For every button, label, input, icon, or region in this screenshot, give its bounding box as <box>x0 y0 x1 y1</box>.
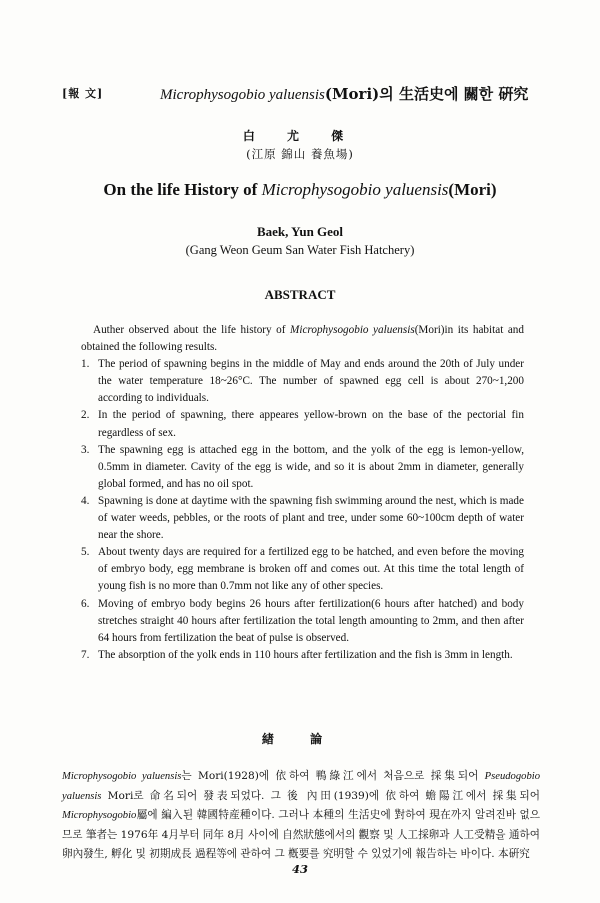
korean-title-species: Microphysogobio yaluensis <box>160 87 325 103</box>
paragraph-text: 는 Mori(1928)에 依하여 鴨綠江에서 처음으로 採集되어 <box>181 770 485 782</box>
item-number: 1. <box>81 358 90 371</box>
item-number: 7. <box>81 648 90 661</box>
korean-author: 白 尤 傑 <box>242 129 358 143</box>
species-name: Microphysogobio <box>62 810 137 822</box>
abstract-body <box>81 322 524 664</box>
page-number: 43 <box>291 862 308 876</box>
abstract-results-list <box>81 356 524 664</box>
abstract-intro-species: Microphysogobio yaluensis <box>290 324 415 336</box>
introduction-heading: 緖 論 <box>261 732 339 746</box>
paragraph-text: Mori로 命名되어 發表되었다. 그 後 內田(1939)에 依하여 蟾陽江에서 採集되어 <box>101 789 540 802</box>
item-number: 6. <box>81 597 90 610</box>
article-type-tag: [報 文] <box>62 87 104 100</box>
item-number: 3. <box>81 443 90 456</box>
abstract-intro-before: Auther observed about the life history of <box>93 324 291 336</box>
introduction-paragraph <box>62 767 540 865</box>
item-text: About twenty days are required for a fertilized egg to be hatched, and even before the moving of embryo body, egg membrane is broken off and comes out. At this time the total length of young fish is no more than 0.7mm not like any of other species. <box>98 546 524 593</box>
item-text: In the period of spawning, there appeares yellow-brown on the base of the pectorial fin regardless of sex. <box>98 409 524 439</box>
korean-title-rest: (Mori)의 生活史에 關한 硏究 <box>324 85 529 103</box>
abstract-item <box>81 596 524 647</box>
abstract-item <box>81 407 524 441</box>
abstract-item <box>81 442 524 493</box>
english-author: Baek, Yun Geol <box>256 224 344 239</box>
item-text: The spawning egg is attached egg in the bottom, and the yolk of the egg is lemon-yellow, 0.5mm in diameter. Cavity of the egg is wide, and so it is about 2mm in diameter, generally global formed, and has no oil spot. <box>98 443 524 490</box>
abstract-item <box>81 356 524 407</box>
item-text: The absorption of the yolk ends in 110 hours after fertilization and the fish is 3mm in length. <box>98 648 513 661</box>
abstract-item <box>81 493 524 544</box>
item-text: Spawning is done at daytime with the spawning fish swimming around the nest, which is made of water weeds, pebbles, or the roots of plant and tree, under some 60~100cm depth of water near the shore. <box>98 494 524 542</box>
introduction-body <box>62 767 540 865</box>
english-title-prefix: On the life History of <box>103 180 262 199</box>
abstract-item <box>81 647 524 664</box>
korean-title <box>160 83 528 104</box>
english-title-suffix: (Mori) <box>448 180 497 199</box>
english-affiliation: (Gang Weon Geum San Water Fish Hatchery) <box>185 243 415 257</box>
item-number: 4. <box>81 494 90 507</box>
abstract-heading: ABSTRACT <box>264 287 336 302</box>
item-text: Moving of embryo body begins 26 hours after fertilization(6 hours after hatched) and body stretches straight 40 hours after fertilization the total length amounting to 2mm, and then after 64 hours from fertilization the beat of pulse is observed. <box>98 597 524 644</box>
species-name: Pseudogobio yaluensis <box>62 771 540 802</box>
english-title <box>0 180 600 200</box>
item-number: 2. <box>81 409 90 422</box>
paragraph-text: 屬에 編入된 韓國特産種이다. 그러나 本種의 生活史에 對하여 現在까지 알려진바 없으므로 筆者는 1976年 4月부터 同年 8月 사이에 自然狀態에서의 觀察 및 人工採卵과 人工受精을 通하여 卵內發生, 孵化 및 初期成長 過程等에 관하여 그 槪要를 究明할 수 있었기에 報告하는 바이다. 本硏究 <box>62 809 540 861</box>
abstract-intro <box>81 322 524 356</box>
article-header <box>62 83 542 105</box>
english-title-species: Microphysogobio yaluensis <box>261 180 449 199</box>
abstract-intro-after: (Mori)in its habitat and obtained the following results. <box>81 324 524 354</box>
item-number: 5. <box>81 546 90 559</box>
korean-affiliation: (江原 錦山 養魚場) <box>246 147 354 161</box>
species-name: Microphysogobio yaluensis <box>62 771 182 782</box>
item-text: The period of spawning begins in the middle of May and ends around the 20th of July under the water temperature 18~26°C. The number of spawned egg cell is about 270~1,200 according to individuals. <box>98 358 524 405</box>
abstract-item <box>81 544 524 595</box>
